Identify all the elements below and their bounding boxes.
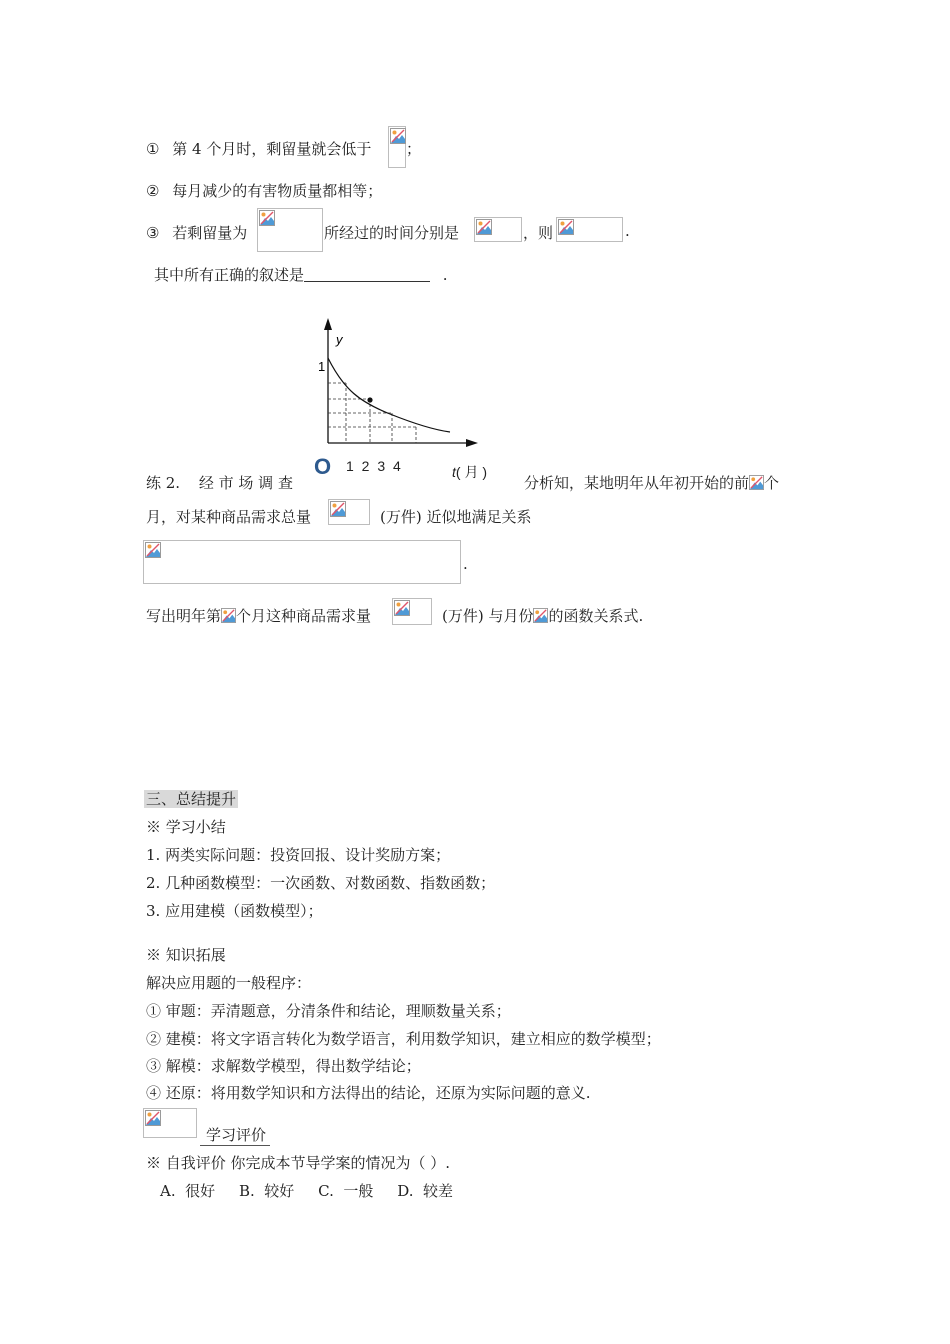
broken-image-icon (145, 542, 161, 558)
statement-1 (146, 138, 371, 159)
broken-image-icon (749, 475, 764, 490)
exercise-question-end (442, 605, 643, 626)
item-number: ② (146, 182, 160, 200)
exercise-text: (万件) 近似地满足关系 (380, 508, 532, 526)
origin-label: O (314, 454, 332, 479)
formula-image (388, 126, 406, 168)
broken-image-icon (476, 219, 492, 235)
broken-image-icon (533, 608, 548, 623)
answer-prompt-text: 其中所有正确的叙述是 (154, 266, 305, 284)
exercise-text: (万件) 与月份 (442, 607, 534, 625)
exercise-text: 经 市 场 调 查 (198, 474, 293, 492)
statement-text: 第 4 个月时，剩留量就会低于 (172, 140, 372, 158)
self-evaluation-question: ※ 自我评价 你完成本节导学案的情况为（ ）. (146, 1154, 451, 1172)
x-tick-labels: 1 2 3 4 (346, 458, 403, 474)
section-heading (144, 788, 238, 809)
exercise-question (146, 605, 371, 626)
x-axis-unit: ( 月 ) (455, 464, 487, 480)
item-number: ③ (146, 224, 160, 242)
section-heading-text: 三、总结提升 (146, 790, 237, 808)
formula-image-large (143, 540, 461, 584)
evaluation-image (143, 1108, 197, 1138)
extension-item: ④ 还原：将用数学知识和方法得出的结论，还原为实际问题的意义. (146, 1084, 591, 1102)
summary-item: 3. 应用建模（函数模型）； (146, 902, 323, 920)
broken-image-icon (145, 1110, 161, 1126)
item-number: ① (146, 140, 160, 158)
extension-intro: 解决应用题的一般程序： (146, 974, 312, 992)
statement-3 (146, 222, 247, 243)
broken-image-icon (221, 608, 236, 623)
statement-end: . (625, 222, 630, 240)
knowledge-extension-title: ※ 知识拓展 (146, 946, 226, 964)
grid-lines (328, 383, 416, 443)
self-evaluation-options[interactable]: A. 很好 B. 较好 C. 一般 D. 较差 (160, 1182, 454, 1200)
statement-text: 若剩留量为 (172, 224, 248, 242)
formula-image (556, 217, 623, 242)
exercise-text: 个月这种商品需求量 (236, 607, 372, 625)
y-tick-label: 1 (318, 359, 326, 374)
extension-item: ① 审题：弄清题意，分清条件和结论，理顺数量关系； (146, 1002, 511, 1020)
exercise-number: 练 2. (146, 474, 181, 492)
x-axis-label (452, 462, 487, 482)
answer-blank[interactable] (304, 267, 430, 282)
exercise-text: 分析知，某地明年从年初开始的前 (524, 474, 750, 492)
summary-item: 1. 两类实际问题：投资回报、设计奖励方案； (146, 846, 451, 864)
broken-image-icon (259, 210, 275, 226)
y-axis-label: y (336, 332, 343, 347)
extension-item: ③ 解模：求解数学模型，得出数学结论； (146, 1057, 421, 1075)
exercise-text: 个 (764, 474, 780, 492)
evaluation-heading: 学习评价 (200, 1124, 270, 1146)
statement-2 (146, 180, 382, 201)
study-summary-title: ※ 学习小结 (146, 818, 226, 836)
broken-image-icon (558, 219, 574, 235)
formula-end: . (463, 555, 468, 573)
formula-image (257, 208, 323, 252)
broken-image-icon (330, 501, 346, 517)
curve-point (367, 397, 372, 402)
exercise-text-continued (524, 472, 779, 493)
formula-image (392, 598, 432, 625)
exercise-text: 写出明年第 (146, 607, 222, 625)
answer-prompt (154, 264, 448, 285)
y-axis-arrow (324, 318, 332, 330)
statement-text: 所经过的时间分别是 (324, 224, 460, 242)
x-axis-arrow (466, 439, 478, 447)
summary-item: 2. 几种函数模型：一次函数、对数函数、指数函数； (146, 874, 496, 892)
exercise-text: 的函数关系式. (548, 607, 644, 625)
exercise-2-label (146, 472, 293, 493)
answer-end: . (442, 266, 448, 284)
statement-end: ； (406, 140, 422, 158)
broken-image-icon (390, 128, 406, 144)
broken-image-icon (394, 600, 410, 616)
extension-item: ② 建模：将文字语言转化为数学语言，利用数学知识，建立相应的数学模型； (146, 1030, 661, 1048)
statement-text: ，则 (523, 224, 554, 242)
formula-image (328, 499, 370, 525)
formula-image (474, 217, 522, 242)
statement-text: 每月减少的有害物质量都相等； (172, 182, 383, 200)
x-axis-variable: t (452, 464, 456, 480)
exercise-text: 月，对某种商品需求总量 (146, 508, 312, 526)
